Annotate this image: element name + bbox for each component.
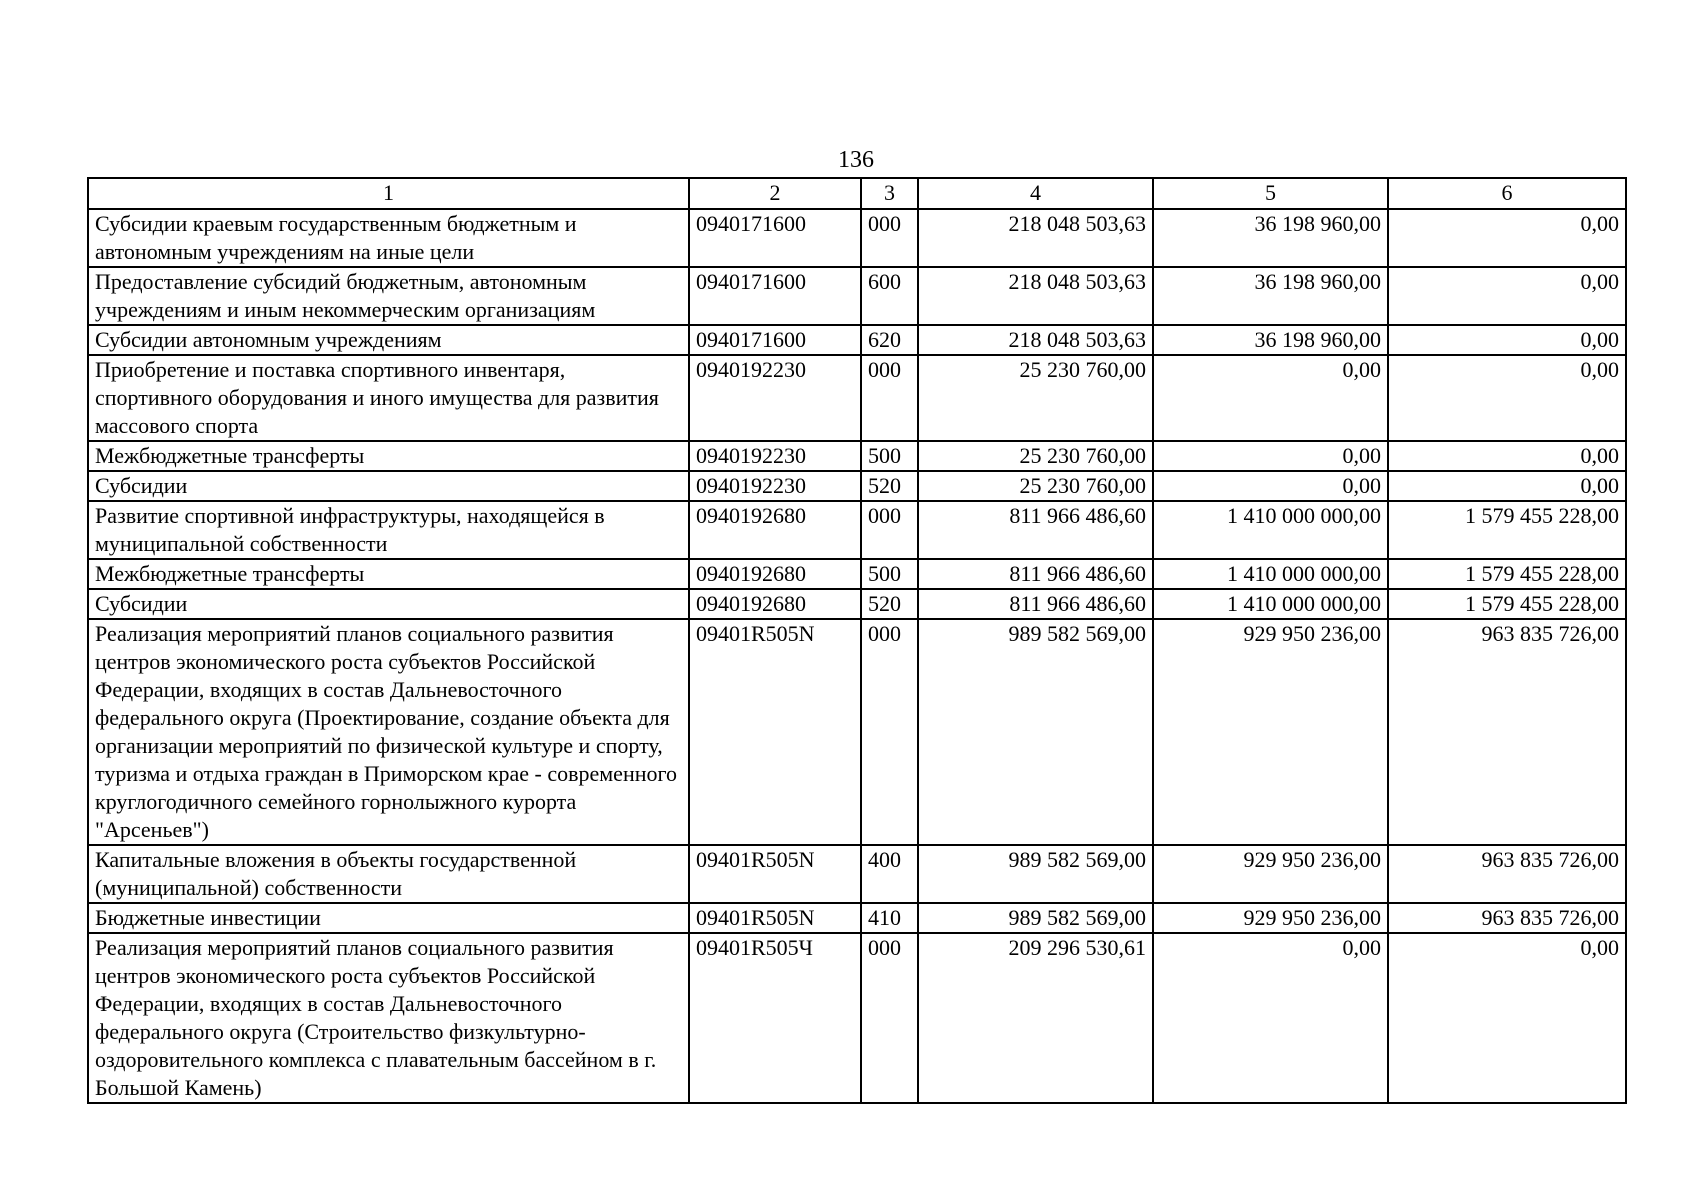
row-code: 0940171600 <box>689 209 861 267</box>
row-value-4: 209 296 530,61 <box>918 933 1153 1103</box>
row-value-6: 0,00 <box>1388 441 1626 471</box>
row-value-4: 811 966 486,60 <box>918 501 1153 559</box>
row-type: 000 <box>861 933 918 1103</box>
row-value-5: 929 950 236,00 <box>1153 619 1388 845</box>
row-name: Межбюджетные трансферты <box>88 441 689 471</box>
row-type: 620 <box>861 325 918 355</box>
row-value-4: 25 230 760,00 <box>918 471 1153 501</box>
row-name: Субсидии краевым государственным бюджетным и автономным учреждениям на иные цели <box>88 209 689 267</box>
row-type: 000 <box>861 209 918 267</box>
row-name: Субсидии <box>88 471 689 501</box>
row-value-6: 963 835 726,00 <box>1388 903 1626 933</box>
row-value-5: 1 410 000 000,00 <box>1153 559 1388 589</box>
row-value-5: 36 198 960,00 <box>1153 267 1388 325</box>
row-value-5: 1 410 000 000,00 <box>1153 501 1388 559</box>
row-value-6: 1 579 455 228,00 <box>1388 559 1626 589</box>
row-code: 09401R505N <box>689 619 861 845</box>
row-type: 520 <box>861 589 918 619</box>
row-code: 09401R505N <box>689 845 861 903</box>
column-header: 1 <box>88 178 689 209</box>
row-type: 500 <box>861 441 918 471</box>
row-value-6: 963 835 726,00 <box>1388 619 1626 845</box>
row-name: Развитие спортивной инфраструктуры, находящейся в муниципальной собственности <box>88 501 689 559</box>
row-value-5: 0,00 <box>1153 933 1388 1103</box>
row-name: Субсидии автономным учреждениям <box>88 325 689 355</box>
row-code: 0940171600 <box>689 267 861 325</box>
row-value-4: 811 966 486,60 <box>918 559 1153 589</box>
row-type: 000 <box>861 355 918 441</box>
row-value-4: 989 582 569,00 <box>918 619 1153 845</box>
row-type: 400 <box>861 845 918 903</box>
row-value-4: 218 048 503,63 <box>918 267 1153 325</box>
column-header: 4 <box>918 178 1153 209</box>
table-row <box>88 845 1626 903</box>
row-value-5: 36 198 960,00 <box>1153 209 1388 267</box>
column-header: 3 <box>861 178 918 209</box>
row-type: 410 <box>861 903 918 933</box>
row-code: 0940192230 <box>689 471 861 501</box>
row-code: 0940171600 <box>689 325 861 355</box>
table-row <box>88 619 1626 845</box>
row-value-4: 989 582 569,00 <box>918 845 1153 903</box>
budget-table <box>87 177 1627 1104</box>
row-name: Субсидии <box>88 589 689 619</box>
table-row <box>88 589 1626 619</box>
row-value-4: 811 966 486,60 <box>918 589 1153 619</box>
row-code: 0940192680 <box>689 589 861 619</box>
row-type: 000 <box>861 501 918 559</box>
table-row <box>88 325 1626 355</box>
header-row <box>88 178 1626 209</box>
column-header: 5 <box>1153 178 1388 209</box>
table-row <box>88 267 1626 325</box>
table-row <box>88 209 1626 267</box>
row-name: Приобретение и поставка спортивного инвентаря, спортивного оборудования и иного имущества для развития массового спорта <box>88 355 689 441</box>
row-name: Реализация мероприятий планов социального развития центров экономического роста субъектов Российской Федерации, входящих в состав Дальневосточного федерального округа (Проектирование, создание объекта для организации мероприятий по физической культуре и спорту, туризма и отдыха граждан в Приморском крае - современного круглогодичного семейного горнолыжного курорта "Арсеньев") <box>88 619 689 845</box>
row-type: 500 <box>861 559 918 589</box>
row-type: 000 <box>861 619 918 845</box>
row-value-6: 1 579 455 228,00 <box>1388 589 1626 619</box>
row-value-6: 0,00 <box>1388 933 1626 1103</box>
row-value-4: 218 048 503,63 <box>918 209 1153 267</box>
row-value-6: 963 835 726,00 <box>1388 845 1626 903</box>
row-value-4: 25 230 760,00 <box>918 441 1153 471</box>
row-type: 520 <box>861 471 918 501</box>
row-name: Межбюджетные трансферты <box>88 559 689 589</box>
table-row <box>88 903 1626 933</box>
row-value-6: 0,00 <box>1388 209 1626 267</box>
row-value-5: 929 950 236,00 <box>1153 903 1388 933</box>
row-type: 600 <box>861 267 918 325</box>
row-code: 0940192680 <box>689 501 861 559</box>
row-value-4: 25 230 760,00 <box>918 355 1153 441</box>
table-row <box>88 933 1626 1103</box>
row-code: 09401R505N <box>689 903 861 933</box>
row-value-6: 0,00 <box>1388 471 1626 501</box>
row-value-4: 989 582 569,00 <box>918 903 1153 933</box>
row-name: Бюджетные инвестиции <box>88 903 689 933</box>
row-code: 0940192680 <box>689 559 861 589</box>
table-row <box>88 441 1626 471</box>
row-value-5: 1 410 000 000,00 <box>1153 589 1388 619</box>
row-value-6: 0,00 <box>1388 267 1626 325</box>
table-row <box>88 559 1626 589</box>
table-row <box>88 501 1626 559</box>
row-value-5: 0,00 <box>1153 441 1388 471</box>
table-row <box>88 355 1626 441</box>
row-code: 0940192230 <box>689 441 861 471</box>
table-row <box>88 471 1626 501</box>
row-value-5: 0,00 <box>1153 355 1388 441</box>
row-code: 0940192230 <box>689 355 861 441</box>
row-value-4: 218 048 503,63 <box>918 325 1153 355</box>
row-value-5: 929 950 236,00 <box>1153 845 1388 903</box>
row-code: 09401R505Ч <box>689 933 861 1103</box>
row-value-6: 0,00 <box>1388 325 1626 355</box>
page-number: 136 <box>838 147 874 173</box>
row-value-5: 36 198 960,00 <box>1153 325 1388 355</box>
row-value-5: 0,00 <box>1153 471 1388 501</box>
column-header: 6 <box>1388 178 1626 209</box>
row-name: Реализация мероприятий планов социального развития центров экономического роста субъектов Российской Федерации, входящих в состав Дальневосточного федерального округа (Строительство физкультурно-оздоровительного комплекса с плавательным бассейном в г. Большой Камень) <box>88 933 689 1103</box>
column-header: 2 <box>689 178 861 209</box>
row-value-6: 1 579 455 228,00 <box>1388 501 1626 559</box>
row-value-6: 0,00 <box>1388 355 1626 441</box>
row-name: Капитальные вложения в объекты государственной (муниципальной) собственности <box>88 845 689 903</box>
row-name: Предоставление субсидий бюджетным, автономным учреждениям и иным некоммерческим организациям <box>88 267 689 325</box>
